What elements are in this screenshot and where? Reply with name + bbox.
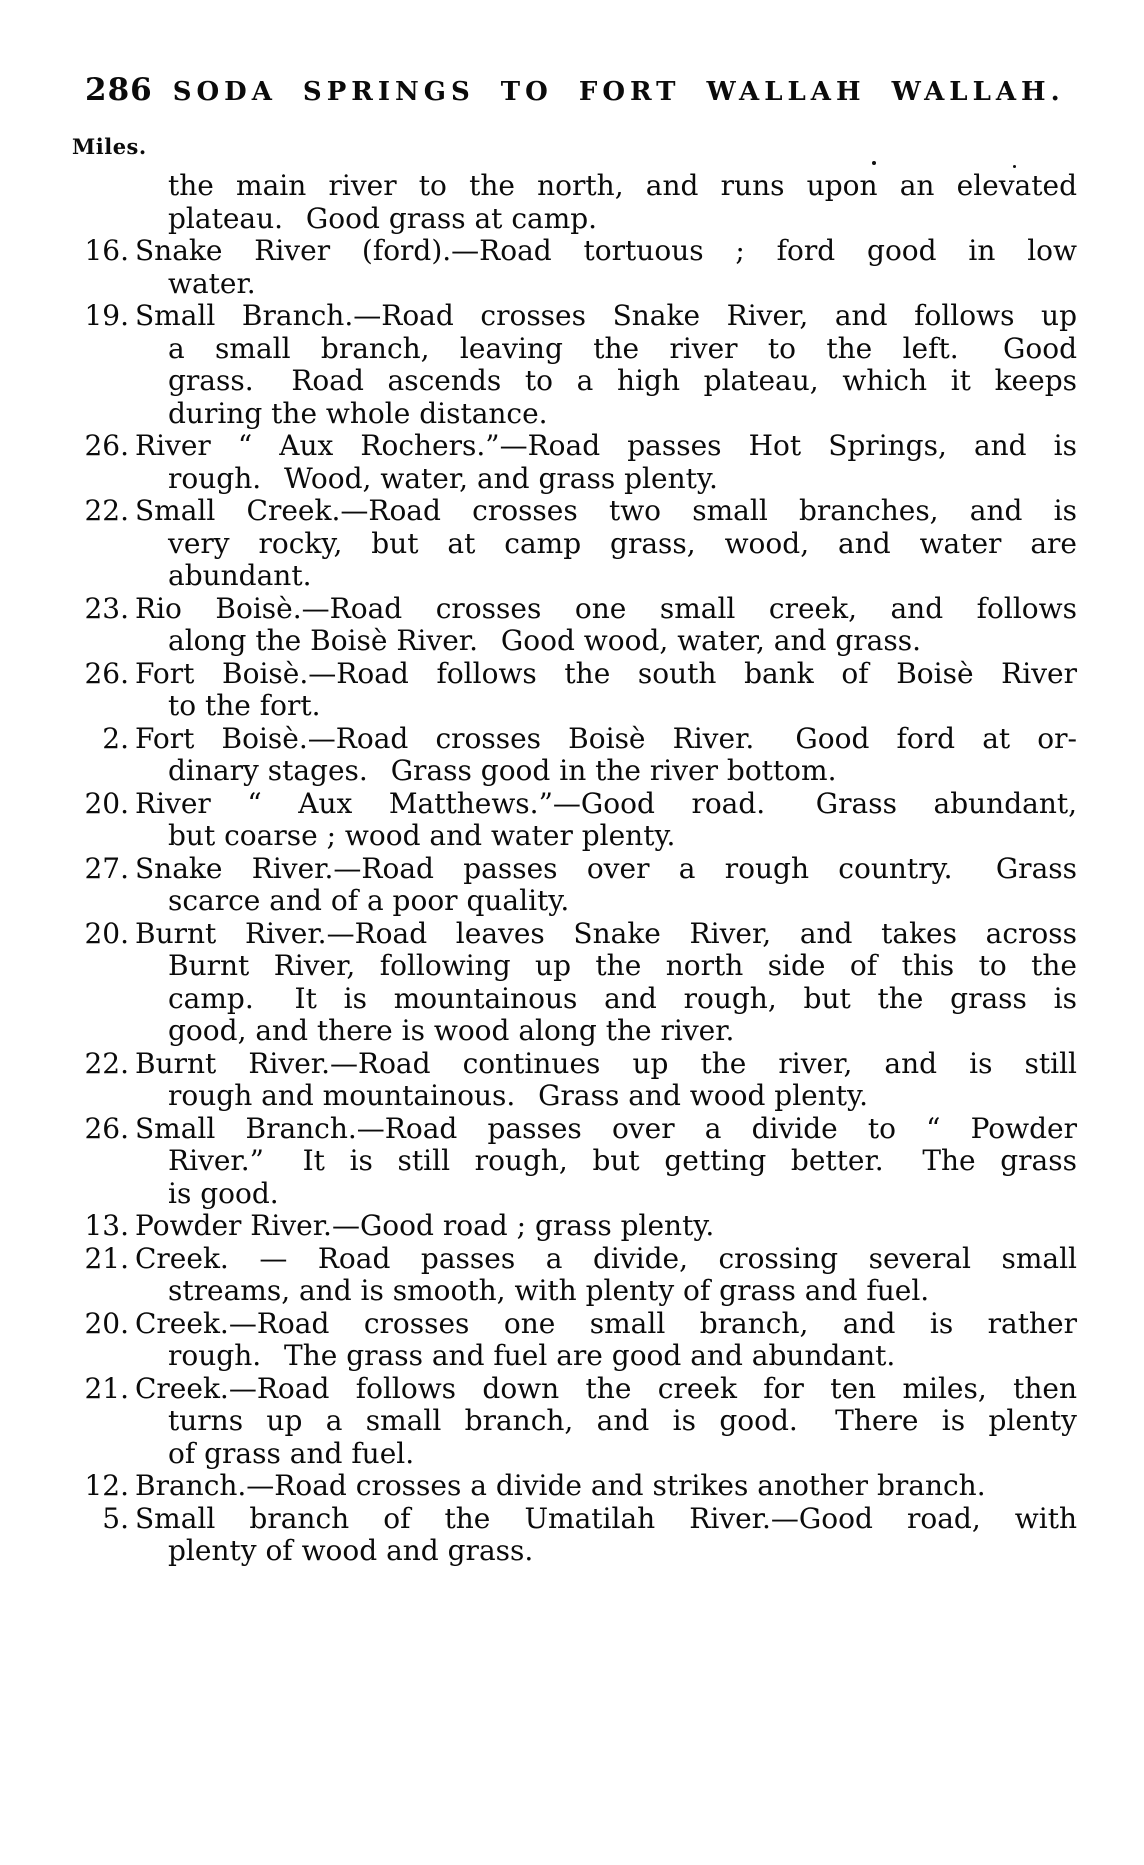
entry-line: rough and mountainous. Grass and wood plenty. [168,1079,869,1112]
entry-text [72,1503,1077,1568]
entry-text [72,300,1077,430]
entry-text [72,170,1077,235]
itinerary-list [72,170,1077,1568]
miles-value: 26. [84,1111,129,1145]
entry-line: Burnt River.—Road continues up the river, and is still [135,1046,1077,1080]
itinerary-entry [72,1470,1077,1503]
entry-text [72,918,1077,1048]
itinerary-entry [72,723,1077,788]
entry-line: camp. It is mountainous and rough, but the grass is [168,981,1077,1015]
entry-text [72,430,1077,495]
itinerary-entry [72,1210,1077,1243]
entry-line: very rocky, but at camp grass, wood, and water are [168,526,1077,560]
miles-value: 20. [84,1306,129,1340]
itinerary-entry [72,235,1077,300]
entry-line: abundant. [168,559,312,592]
entry-line: River “ Aux Matthews.”—Good road. Grass abundant, [135,786,1077,820]
entry-line: Small Creek.—Road crosses two small branches, and is [135,494,1077,527]
entry-line: Snake River (ford).—Road tortuous ; ford good in low [135,234,1077,267]
entry-line: Fort Boisè.—Road crosses Boisè River. Good ford at or- [135,721,1077,755]
entry-line: rough. Wood, water, and grass plenty. [168,461,718,495]
miles-value: 23. [84,591,129,625]
entry-text [72,1113,1077,1211]
entry-line: plenty of wood and grass. [168,1534,534,1567]
miles-value: 21. [84,1371,129,1405]
itinerary-entry [72,918,1077,1048]
itinerary-entry [72,170,1077,235]
running-title: SODA SPRINGS TO FORT WALLAH WALLAH. [172,77,1065,107]
entry-text [72,788,1077,853]
entry-text [72,1373,1077,1471]
entry-line: Burnt River.—Road leaves Snake River, and takes across [135,916,1077,950]
itinerary-entry [72,593,1077,658]
itinerary-entry [72,300,1077,430]
entry-line: scarce and of a poor quality. [168,884,570,917]
itinerary-entry [72,853,1077,918]
entry-line: turns up a small branch, and is good. There is plenty [168,1404,1077,1437]
scan-speck [1013,165,1016,168]
entry-text [72,658,1077,723]
entry-line: dinary stages. Grass good in the river bottom. [168,754,837,787]
itinerary-entry [72,1503,1077,1568]
entry-line: is good. [168,1176,279,1210]
itinerary-entry [72,495,1077,593]
entry-text [72,1470,1077,1503]
entry-line: rough. The grass and fuel are good and abundant. [168,1339,896,1372]
miles-value: 2. [102,721,129,755]
page-header [85,72,1065,108]
entry-text [72,495,1077,593]
miles-value: 20. [84,786,129,820]
entry-line: Creek.—Road follows down the creek for ten miles, then [135,1371,1077,1405]
entry-line: grass. Road ascends to a high plateau, which it keeps [168,364,1077,397]
itinerary-entry [72,1373,1077,1471]
entry-line: Small Branch.—Road passes over a divide to “ Powder [135,1111,1077,1145]
entry-text [72,235,1077,300]
entry-line: during the whole distance. [168,396,548,430]
entry-line: streams, and is smooth, with plenty of grass and fuel. [168,1274,930,1307]
entry-line: Branch.—Road crosses a divide and strikes another branch. [135,1469,986,1502]
miles-value: 16. [84,234,129,267]
miles-value: 21. [84,1241,129,1275]
entry-text [72,853,1077,918]
entry-line: River “ Aux Rochers.”—Road passes Hot Springs, and is [135,429,1077,462]
itinerary-entry [72,788,1077,853]
entry-line: River.” It is still rough, but getting better. The grass [168,1144,1077,1177]
entry-line: Creek. — Road passes a divide, crossing several small [135,1241,1077,1275]
entry-text [72,1048,1077,1113]
miles-value: 26. [84,429,129,462]
miles-value: 19. [84,299,129,332]
entry-line: Powder River.—Good road ; grass plenty. [135,1209,715,1242]
entry-line: to the fort. [168,689,321,722]
entry-line: Small Branch.—Road crosses Snake River, and follows up [135,299,1077,332]
page-number: 286 [85,72,153,108]
itinerary-entry [72,430,1077,495]
entry-line: Rio Boisè.—Road crosses one small creek, and follows [135,591,1077,625]
entry-line: along the Boisè River. Good wood, water, and grass. [168,624,921,657]
miles-value: 20. [84,916,129,950]
entry-line: Fort Boisè.—Road follows the south bank of Boisè River [135,656,1077,690]
scan-speck [872,161,876,165]
entry-line: Snake River.—Road passes over a rough country. Grass [135,851,1077,885]
miles-value: 22. [84,1046,129,1080]
itinerary-entry [72,1048,1077,1113]
entry-line: the main river to the north, and runs upon an elevated [168,169,1077,202]
entry-text [72,1210,1077,1243]
itinerary-entry [72,1243,1077,1308]
miles-value: 27. [84,851,129,885]
entry-line: Small branch of the Umatilah River.—Good road, with [135,1501,1077,1535]
entry-line: Creek.—Road crosses one small branch, and is rather [135,1306,1077,1340]
itinerary-entry [72,1308,1077,1373]
itinerary-entry [72,658,1077,723]
entry-text [72,593,1077,658]
miles-value: 12. [84,1469,129,1502]
itinerary-entry [72,1113,1077,1211]
entry-line: water. [168,266,256,300]
miles-value: 26. [84,656,129,690]
miles-value: 22. [84,494,129,527]
entry-line: a small branch, leaving the river to the left. Good [168,331,1077,365]
miles-value: 5. [102,1501,129,1535]
entry-line: but coarse ; wood and water plenty. [168,819,676,852]
entry-line: good, and there is wood along the river. [168,1014,735,1047]
entry-line: plateau. Good grass at camp. [168,201,598,235]
entry-text [72,723,1077,788]
entry-text [72,1243,1077,1308]
entry-line: of grass and fuel. [168,1436,415,1470]
entry-line: Burnt River, following up the north side of this to the [168,949,1077,982]
miles-column-label: Miles. [72,134,147,159]
miles-value: 13. [84,1209,129,1242]
entry-text [72,1308,1077,1373]
